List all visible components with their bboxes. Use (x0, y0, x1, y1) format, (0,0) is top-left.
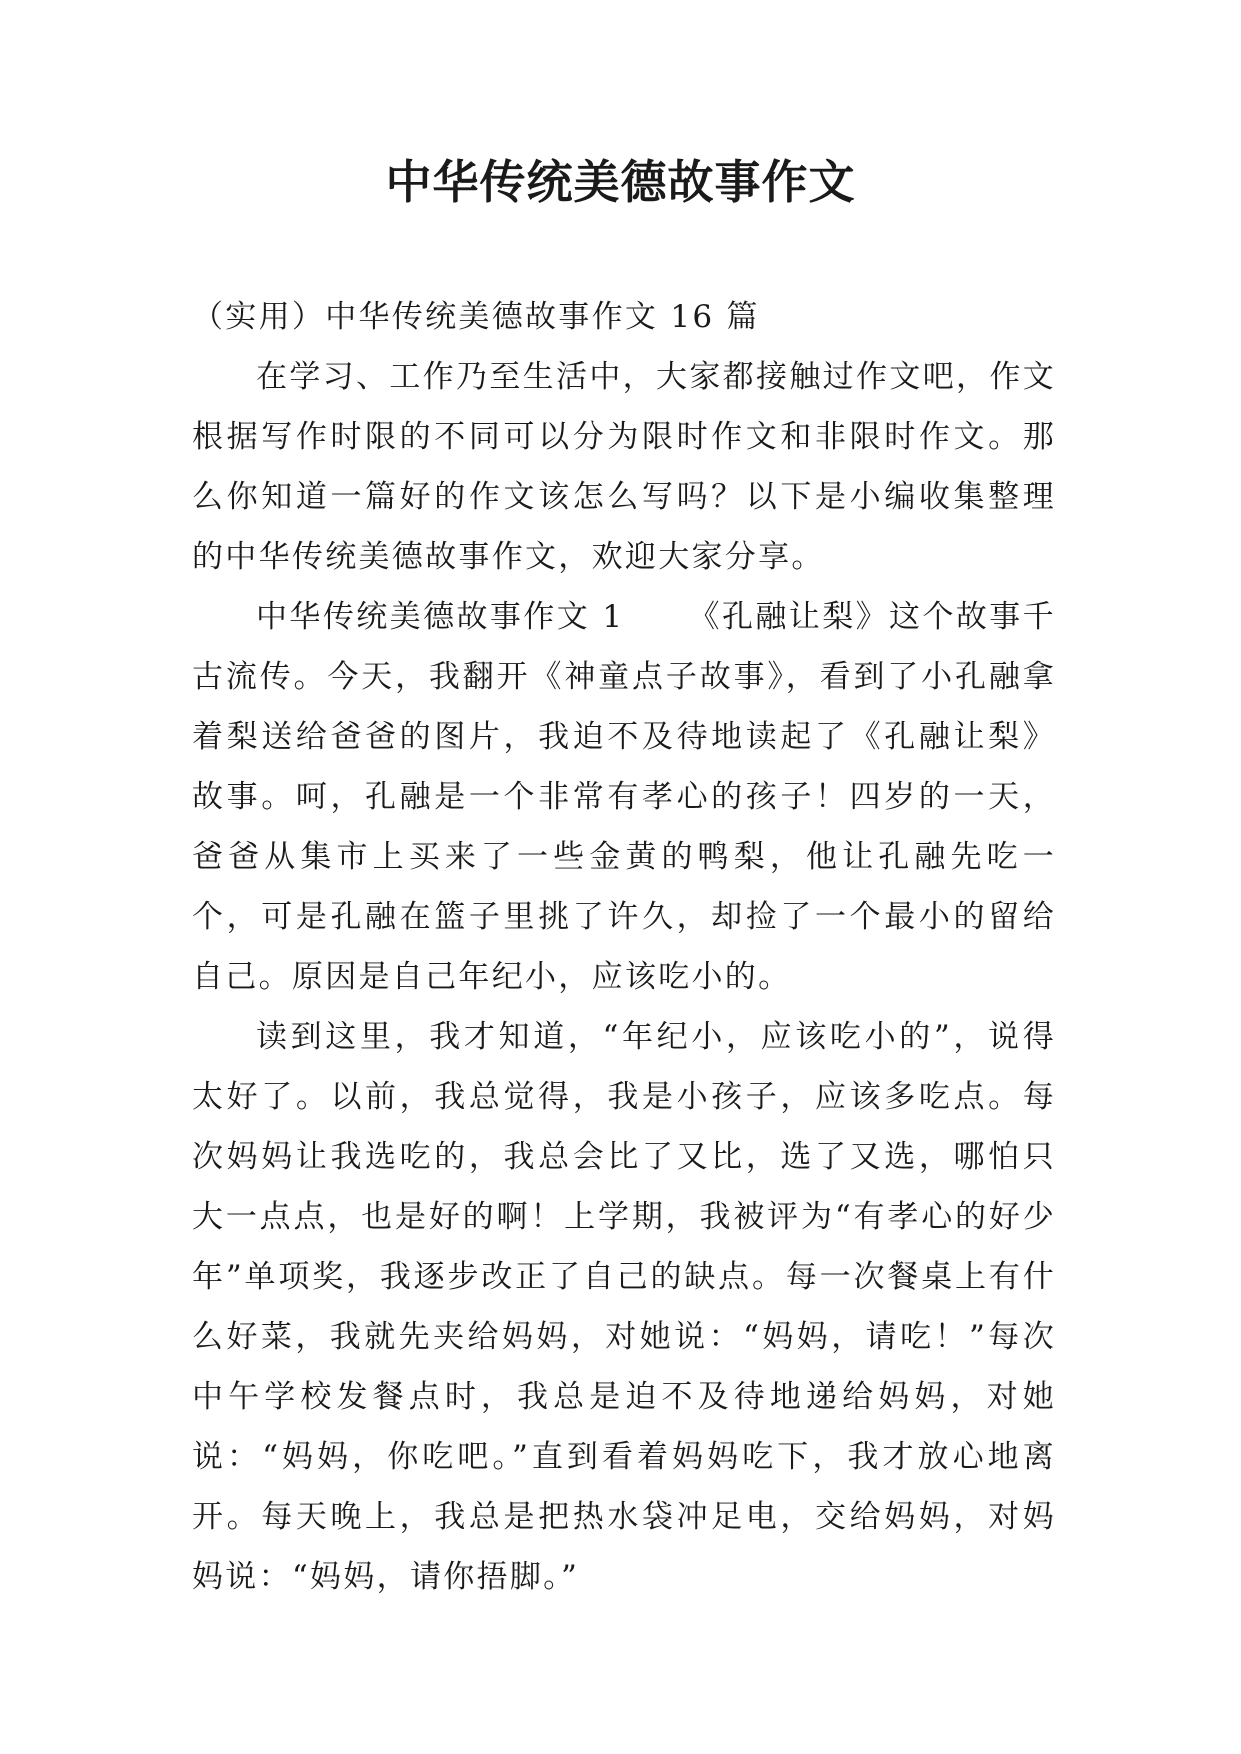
document-body (192, 287, 1056, 1607)
document-subtitle: （实用）中华传统美德故事作文 16 篇 (192, 299, 760, 335)
intro-paragraph: 在学习、工作乃至生活中，大家都接触过作文吧，作文根据写作时限的不同可以分为限时作文和非限时作文。那么你知道一篇好的作文该怎么写吗？以下是小编收集整理的中华传统美德故事作文，欢迎大家分享。 (192, 359, 1056, 575)
essay-1-text-1: 《孔融让梨》这个故事千古流传。今天，我翻开《神童点子故事》，看到了小孔融拿着梨送给爸爸的图片，我迫不及待地读起了《孔融让梨》故事。呵，孔融是一个非常有孝心的孩子！四岁的一天，爸爸从集市上买来了一些金黄的鸭梨，他让孔融先吃一个，可是孔融在篮子里挑了许久，却捡了一个最小的留给自己。原因是自己年纪小，应该吃小的。 (192, 599, 1056, 995)
essay-1-paragraph-1 (192, 587, 1056, 1007)
essay-1-heading: 中华传统美德故事作文 1 (256, 599, 625, 635)
essay-1-paragraph-2: 读到这里，我才知道，“年纪小，应该吃小的”，说得太好了。以前，我总觉得，我是小孩子，应该多吃点。每次妈妈让我选吃的，我总会比了又比，选了又选，哪怕只大一点点，也是好的啊！上学期，我被评为“有孝心的好少年”单项奖，我逐步改正了自己的缺点。每一次餐桌上有什么好菜，我就先夹给妈妈，对她说：“妈妈，请吃！”每次中午学校发餐点时，我总是迫不及待地递给妈妈，对她说：“妈妈，你吃吧。”直到看着妈妈吃下，我才放心地离开。每天晚上，我总是把热水袋冲足电，交给妈妈，对妈妈说：“妈妈，请你捂脚。” (192, 1019, 1056, 1595)
document-title: 中华传统美德故事作文 (385, 155, 856, 209)
